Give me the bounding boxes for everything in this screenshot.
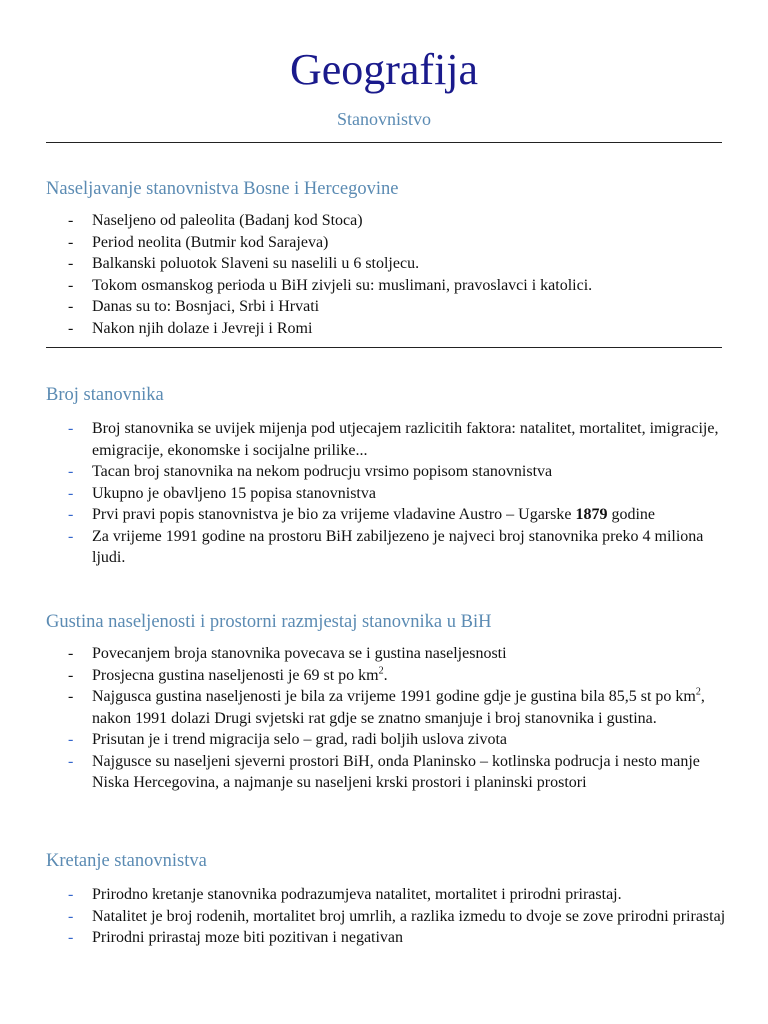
section-heading-broj: Broj stanovnika [46,385,164,405]
list-item: - Danas su to: Bosnjaci, Srbi i Hrvati [68,298,320,315]
section-heading-naseljavanje: Naseljavanje stanovnistva Bosne i Hercegovine [46,179,399,199]
list-item: - Nakon njih dolaze i Jevreji i Romi [68,319,313,337]
section-heading-kretanje: Kretanje stanovnistva [46,851,207,871]
divider-top [46,142,722,143]
list-item: - Tacan broj stanovnika na nekom podrucju vrsimo popisom stanovnistva [68,463,553,480]
divider-middle [46,347,722,348]
list-item: - Prirodni prirastaj moze biti pozitivan i negativan [68,929,404,946]
list-item: - Tokom osmanskog perioda u BiH zivjeli su: muslimani, pravoslavci i katolici. [68,276,593,294]
list-item: - Period neolita (Butmir kod Sarajeva) [68,233,329,251]
list-kretanje [46,884,726,949]
list-broj [46,418,726,569]
page-subtitle: Stanovnistvo [336,109,431,129]
list-item: - Najgusca gustina naseljenosti je bila za vrijeme 1991 godine gdje je gustina bila 85,5 st po $km^2$, nakon 1991 dolazi Drugi svjetski rat gdje se znatno smanjuje i broj stanovnika i gustina. [68,686,705,727]
list-item: - Natalitet je broj rodenih, mortalitet broj umrlih, a razlika izmedu to dvoje se zove prirodni prirastaj [68,907,726,925]
list-item: - Prosjecna gustina naseljenosti je 69 st po $km^2$. [68,665,388,684]
list-item: - Najgusce su naseljeni sjeverni prostori BiH, onda Planinsko – kotlinska podrucja i nesto manje Niska Hercegovina, a najmanje su naseljeni krski prostori i planinski prostori [68,752,700,791]
list-item: - Za vrijeme 1991 godine na prostoru BiH zabiljezeno je najveci broj stanovnika preko 4 miliona ljudi. [68,527,704,566]
list-gustina [46,643,726,794]
list-item: - Naseljeno od paleolita (Badanj kod Stoca) [68,212,363,229]
list-naseljavanje [46,210,726,339]
list-item: - Broj stanovnika se uvijek mijenja pod utjecajem razlicitih faktora: natalitet, mortalitet, imigracije, emigracije, ekonomske i socijalne prilike... [68,420,719,459]
list-item: - Prirodno kretanje stanovnika podrazumjeva natalitet, mortalitet i prirodni prirastaj. [68,886,622,903]
list-item: - Balkanski poluotok Slaveni su naselili u 6 stoljecu. [68,255,420,272]
section-heading-gustina: Gustina naseljenosti i prostorni razmjestaj stanovnika u BiH [46,612,492,632]
list-item: - Ukupno je obavljeno 15 popisa stanovnistva [68,484,376,502]
page-title: Geografija [289,45,479,94]
list-item: - Prisutan je i trend migracija selo – grad, radi boljih uslova zivota [68,731,508,748]
list-item: - Prvi pravi popis stanovnistva je bio za vrijeme vladavine Austro – Ugarske 1879 godine [68,506,655,523]
list-item: - Povecanjem broja stanovnika povecava se i gustina naseljesnosti [68,645,507,662]
